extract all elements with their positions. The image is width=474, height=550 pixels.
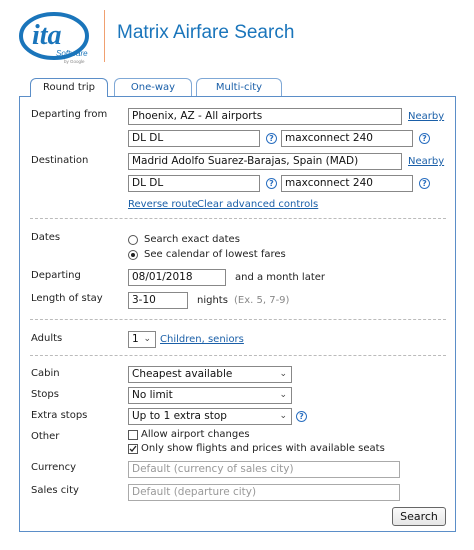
adults-select[interactable] (128, 331, 156, 348)
checkmark-icon (129, 445, 137, 453)
origin-input[interactable]: Phoenix, AZ - All airports (128, 108, 402, 125)
only-available-label: Only show flights and prices with available seats (141, 443, 385, 454)
page-title: Matrix Airfare Search (117, 22, 295, 43)
departing-suffix: and a month later (235, 272, 326, 283)
stops-select[interactable] (128, 387, 292, 404)
search-button[interactable]: Search (392, 507, 446, 526)
adults-value: 1 (132, 333, 139, 345)
destination-nearby-link[interactable]: Nearby (408, 156, 445, 167)
exact-dates-label: Search exact dates (144, 234, 240, 245)
children-seniors-link[interactable]: Children, seniors (160, 334, 244, 345)
calendar-radio[interactable] (128, 250, 138, 260)
search-form (19, 96, 456, 532)
destination-carrier-input[interactable]: DL DL (128, 175, 260, 192)
origin-carrier-input[interactable]: DL DL (128, 130, 260, 147)
chevron-down-icon: ⌄ (279, 390, 287, 400)
cabin-label: Cabin (31, 368, 60, 379)
chevron-down-icon: ⌄ (143, 334, 151, 344)
sales-city-input[interactable]: Default (departure city) (128, 484, 400, 501)
length-of-stay-input[interactable]: 3-10 (128, 292, 188, 309)
chevron-down-icon: ⌄ (279, 369, 287, 379)
other-label: Other (31, 431, 60, 442)
cabin-select[interactable] (128, 366, 292, 383)
departing-date-label: Departing (31, 270, 81, 281)
section-divider (30, 319, 446, 320)
extra-stops-value: Up to 1 extra stop (132, 410, 227, 422)
currency-input[interactable]: Default (currency of sales city) (128, 461, 400, 478)
reverse-route-link[interactable]: Reverse route (128, 199, 198, 210)
dates-label: Dates (31, 232, 61, 243)
origin-nearby-link[interactable]: Nearby (408, 111, 445, 122)
section-divider (30, 218, 446, 219)
nights-label: nights (197, 295, 228, 306)
ita-software-logo (18, 8, 96, 68)
adults-label: Adults (31, 333, 63, 344)
help-icon[interactable]: ? (419, 178, 430, 189)
only-available-checkbox[interactable] (128, 444, 138, 454)
tab-one-way[interactable]: One-way (114, 78, 192, 96)
chevron-down-icon: ⌄ (279, 411, 287, 421)
cabin-value: Cheapest available (132, 368, 233, 380)
header-divider (104, 10, 105, 62)
logo-graphic (18, 8, 96, 68)
logo-by-google: by Google (64, 59, 85, 64)
allow-airport-changes-label: Allow airport changes (141, 429, 250, 440)
departing-from-label: Departing from (31, 109, 108, 120)
origin-routing-input[interactable]: maxconnect 240 (281, 130, 413, 147)
destination-input[interactable]: Madrid Adolfo Suarez-Barajas, Spain (MAD) (128, 153, 402, 170)
exact-dates-radio[interactable] (128, 235, 138, 245)
tab-round-trip[interactable]: Round trip (30, 78, 108, 97)
destination-routing-input[interactable]: maxconnect 240 (281, 175, 413, 192)
extra-stops-label: Extra stops (31, 410, 88, 421)
stay-hint: (Ex. 5, 7-9) (234, 295, 290, 306)
currency-label: Currency (31, 462, 77, 473)
departing-date-input[interactable]: 08/01/2018 (128, 269, 226, 286)
stops-value: No limit (132, 389, 173, 401)
sales-city-label: Sales city (31, 485, 79, 496)
help-icon[interactable]: ? (419, 133, 430, 144)
logo-text: ita (32, 20, 62, 51)
tab-multi-city[interactable]: Multi-city (196, 78, 282, 96)
section-divider (30, 355, 446, 356)
help-icon[interactable]: ? (266, 133, 277, 144)
allow-airport-changes-checkbox[interactable] (128, 430, 138, 440)
calendar-label: See calendar of lowest fares (144, 249, 286, 260)
logo-subtext: Software (56, 49, 88, 58)
help-icon[interactable]: ? (266, 178, 277, 189)
extra-stops-select[interactable] (128, 408, 292, 425)
destination-label: Destination (31, 155, 89, 166)
length-of-stay-label: Length of stay (31, 293, 103, 304)
stops-label: Stops (31, 389, 59, 400)
clear-advanced-link[interactable]: Clear advanced controls (197, 199, 319, 210)
help-icon[interactable]: ? (296, 411, 307, 422)
